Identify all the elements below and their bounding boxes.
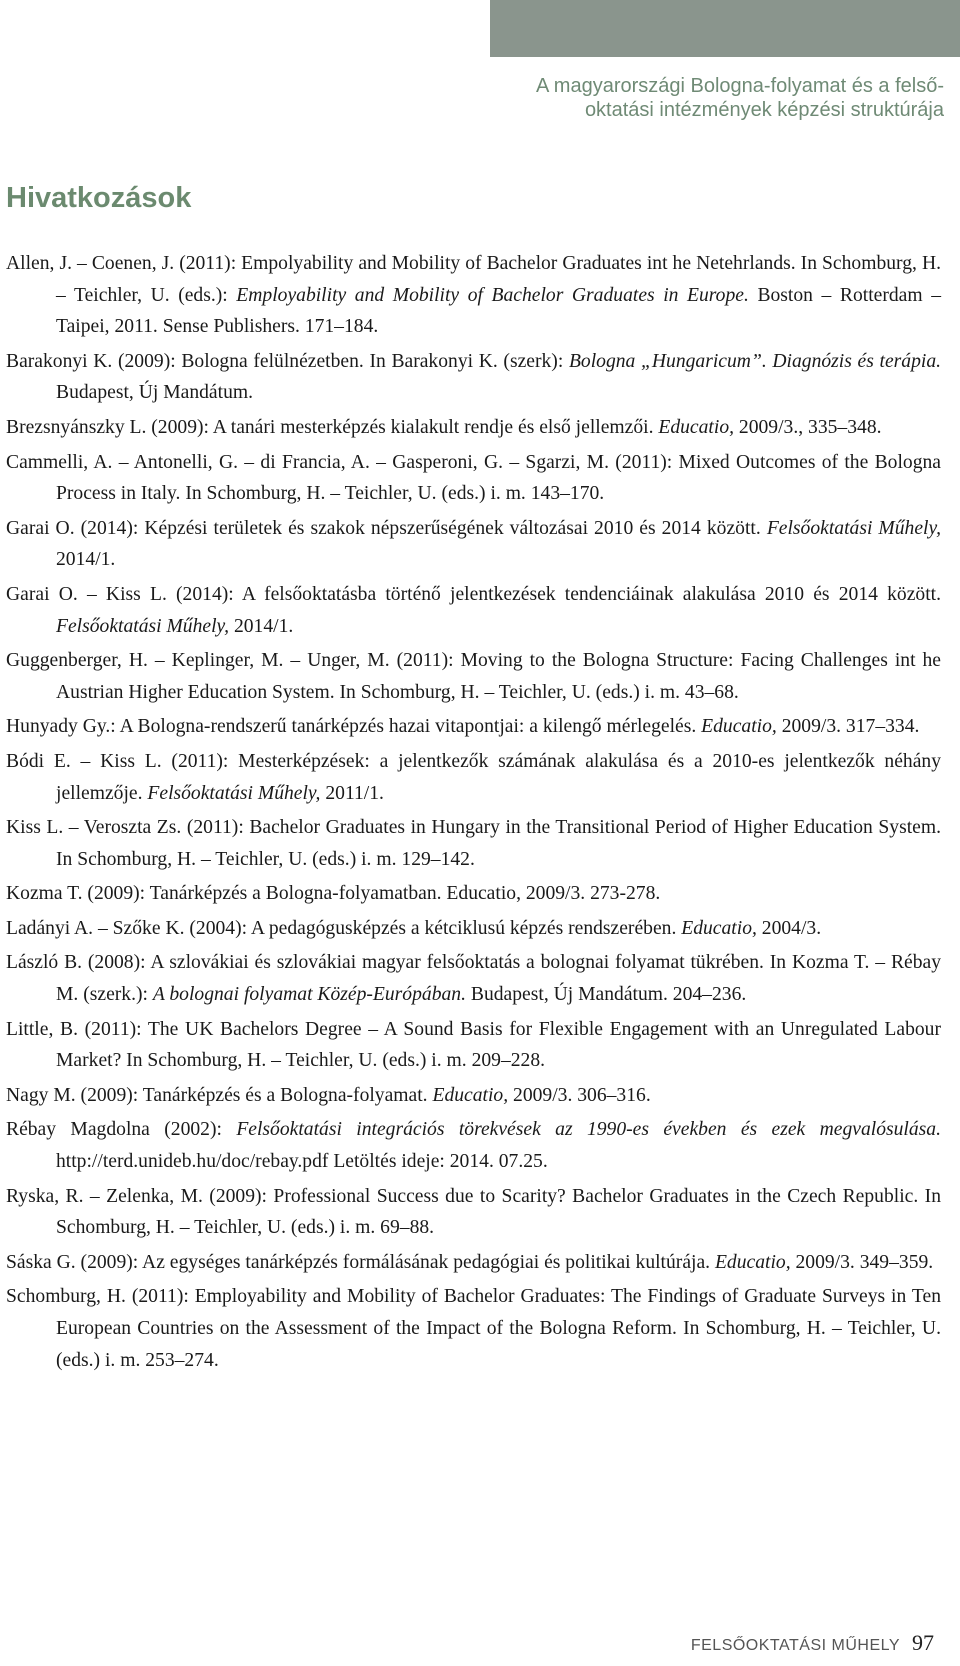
reference-source: Felsőoktatási integrációs törekvések az 1990-es években és ezek megvalósulása.: [236, 1119, 941, 1141]
reference-item: [6, 1080, 941, 1112]
reference-details: http://terd.unideb.hu/doc/rebay.pdf Letöltés ideje: 2014. 07.25.: [56, 1151, 548, 1173]
reference-text: Allen, J. – Coenen, J. (2011): Empolyability and Mobility of Bachelor Graduates int he Netehrlands. In Schomburg, H. – Teichler, U. (eds.):: [6, 253, 941, 306]
reference-source: Felsőoktatási Műhely,: [766, 517, 941, 539]
reference-item: [6, 645, 941, 708]
reference-source: Felsőoktatási Műhely,: [56, 615, 230, 637]
reference-source: Employability and Mobility of Bachelor Graduates in Europe.: [236, 284, 749, 306]
reference-details: Boston – Rotterdam – Taipei, 2011. Sense Publishers. 171–184.: [56, 284, 941, 338]
reference-item: [6, 412, 941, 444]
reference-item: [6, 711, 941, 743]
reference-text: Hunyady Gy.: A Bologna-rendszerű tanárképzés hazai vitapontjai: a kilengő mérlegelés.: [6, 716, 702, 738]
reference-text: Little, B. (2011): The UK Bachelors Degree – A Sound Basis for Flexible Engagement with an Unregulated Labour Market? In Schomburg, H. – Teichler, U. (eds.) i. m. 209–228.: [6, 1018, 941, 1072]
reference-item: [6, 947, 941, 1010]
reference-text: Barakonyi K. (2009): Bologna felülnézetben. In Barakonyi K. (szerk):: [6, 350, 569, 372]
reference-text: Nagy M. (2009): Tanárképzés és a Bologna-folyamat.: [6, 1084, 433, 1106]
reference-item: [6, 447, 941, 510]
reference-text: Ryska, R. – Zelenka, M. (2009): Professional Success due to Scarity? Bachelor Graduates in the Czech Republic. In Schomburg, H. – Teichler, U. (eds.) i. m. 69–88.: [6, 1185, 941, 1239]
reference-item: [6, 1181, 941, 1244]
reference-item: [6, 346, 941, 409]
reference-text: Rébay Magdolna (2002):: [6, 1119, 237, 1141]
reference-source: Bologna „Hungaricum”. Diagnózis és terápia.: [568, 350, 942, 372]
reference-item: [6, 1281, 941, 1376]
reference-text: László B. (2008): A szlovákiai és szlovákiai magyar felsőoktatás a bolognai folyamat tükrében. In Kozma T. – Rébay M. (szerk.):: [6, 952, 941, 1006]
reference-details: 2011/1.: [320, 782, 384, 804]
reference-source: A bolognai folyamat Közép-Európában.: [152, 984, 466, 1006]
reference-item: [6, 579, 941, 642]
reference-source: Educatio,: [681, 917, 757, 939]
reference-source: Educatio,: [658, 416, 735, 438]
reference-source: Educatio,: [432, 1084, 509, 1106]
reference-details: Budapest, Új Mandátum. 204–236.: [466, 984, 747, 1006]
reference-text: Cammelli, A. – Antonelli, G. – di Francia, A. – Gasperoni, G. – Sgarzi, M. (2011): Mixed Outcomes of the Bologna Process in Italy. In Schomburg, H. – Teichler, U. (eds.) i. m. 143–170.: [6, 451, 941, 505]
reference-details: 2009/3. 317–334.: [776, 716, 920, 738]
reference-details: 2014/1.: [229, 615, 294, 637]
reference-details: 2014/1.: [56, 549, 116, 571]
reference-source: Educatio,: [701, 716, 777, 738]
reference-text: Garai O. – Kiss L. (2014): A felsőoktatásba történő jelentkezések tendenciáinak alakulása 2010 és 2014 között.: [6, 583, 941, 605]
reference-item: [6, 746, 941, 809]
footer-journal-name: FELSŐOKTATÁSI MŰHELY: [690, 1637, 900, 1654]
page-footer: [691, 1630, 934, 1656]
reference-text: Brezsnyánszky L. (2009): A tanári mesterképzés kialakult rendje és első jellemzői.: [6, 416, 659, 438]
section-title: Hivatkozások: [6, 182, 192, 214]
reference-item: [6, 913, 941, 945]
reference-text: Sáska G. (2009): Az egységes tanárképzés formálásának pedagógiai és politikai kultúrája.: [6, 1251, 715, 1273]
reference-text: Garai O. (2014): Képzési területek és szakok népszerűségének változásai 2010 és 2014 között.: [6, 517, 767, 539]
reference-text: Ladányi A. – Szőke K. (2004): A pedagógusképzés a kétciklusú képzés rendszerében.: [6, 917, 682, 939]
running-head-line-1: A magyarországi Bologna-folyamat és a felső-: [536, 75, 944, 97]
page-number: 97: [912, 1630, 934, 1655]
reference-item: [6, 513, 941, 576]
reference-text: Kozma T. (2009): Tanárképzés a Bologna-folyamatban. Educatio, 2009/3. 273-278.: [6, 883, 661, 905]
reference-details: 2009/3. 349–359.: [790, 1251, 934, 1273]
reference-text: Bódi E. – Kiss L. (2011): Mesterképzések: a jelentkezők számának alakulása és a 2010-es jelentkezők néhány jellemzője.: [6, 750, 941, 804]
running-head-line-2: oktatási intézmények képzési struktúrája: [584, 99, 944, 121]
reference-text: Schomburg, H. (2011): Employability and Mobility of Bachelor Graduates: The Findings of Graduate Surveys in Ten European Countries on the Assessment of the Impact of the Bologna Reform. In Schomburg, H. – Teichler, U. (eds.) i. m. 253–274.: [6, 1286, 941, 1371]
reference-details: 2009/3., 335–348.: [734, 416, 882, 438]
reference-item: [6, 1247, 941, 1279]
reference-item: [6, 1114, 941, 1177]
reference-details: 2009/3. 306–316.: [508, 1084, 651, 1106]
running-head: [444, 74, 944, 122]
reference-item: [6, 1014, 941, 1077]
reference-item: [6, 878, 941, 910]
reference-list: [6, 248, 941, 1379]
reference-item: [6, 248, 941, 343]
reference-text: Kiss L. – Veroszta Zs. (2011): Bachelor Graduates in Hungary in the Transitional Period of Higher Education System. In Schomburg, H. – Teichler, U. (eds.) i. m. 129–142.: [6, 817, 941, 870]
reference-details: 2004/3.: [756, 917, 822, 939]
reference-source: Felsőoktatási Műhely,: [147, 782, 321, 804]
header-color-bar: [490, 0, 960, 57]
reference-text: Guggenberger, H. – Keplinger, M. – Unger, M. (2011): Moving to the Bologna Structure: Facing Challenges int he Austrian Higher Education System. In Schomburg, H. – Teichler, U. (eds.) i. m. 43–68.: [6, 650, 941, 703]
reference-details: Budapest, Új Mandátum.: [56, 382, 253, 404]
reference-item: [6, 812, 941, 875]
reference-source: Educatio,: [714, 1251, 791, 1273]
